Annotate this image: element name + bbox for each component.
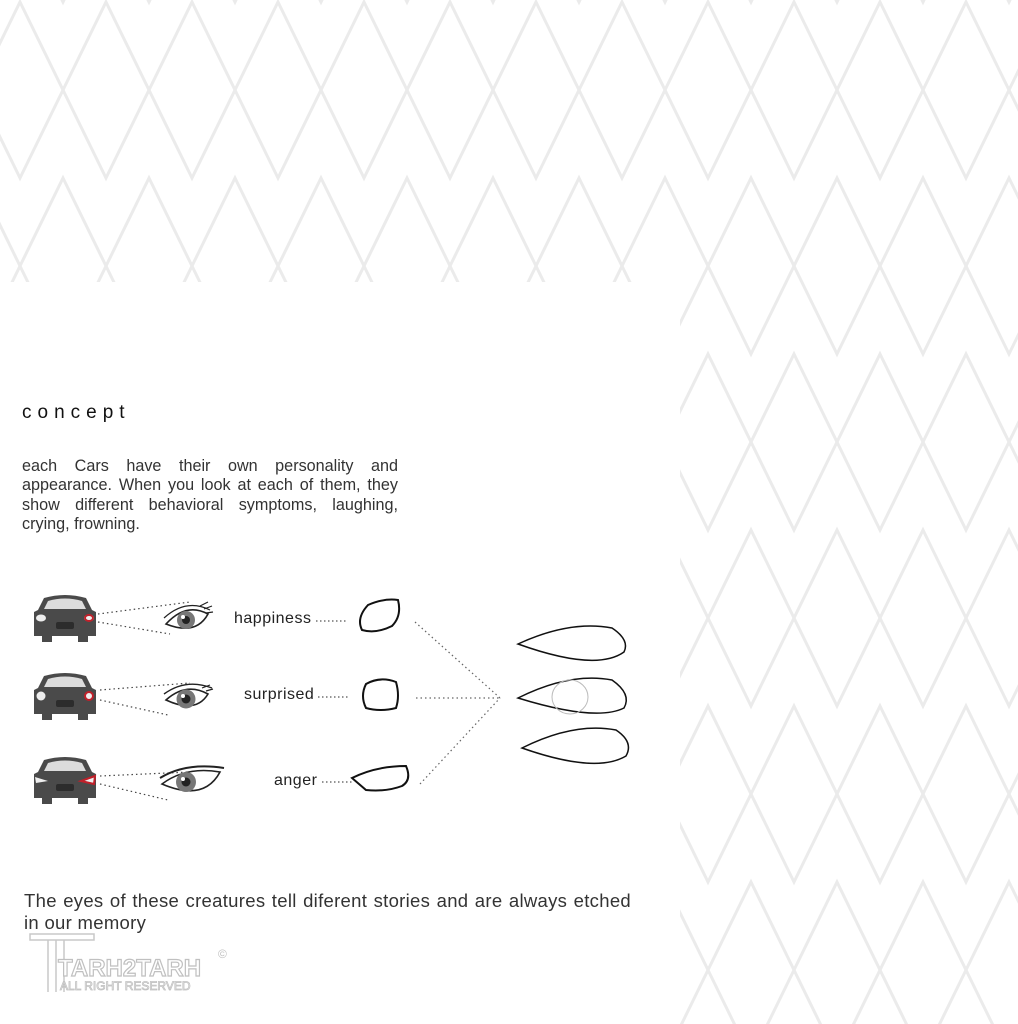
watermark-brand: TARH2TARH: [58, 955, 202, 982]
happiness-eye-shape: [360, 600, 399, 632]
watermark-copyright: ©: [218, 947, 227, 961]
emotion-label-happiness: happiness: [234, 610, 312, 627]
watermark-rights: ALL RIGHT RESERVED: [60, 979, 191, 993]
label-leaders: [316, 621, 352, 782]
eye-icon: [160, 766, 224, 792]
car-front-icon: [34, 595, 96, 642]
eye-emotion-diagram: [0, 580, 680, 830]
surprised-eye-shape: [363, 679, 398, 710]
emotion-label-anger: anger: [274, 772, 318, 789]
concept-intro-text: each Cars have their own personality and appearance. When you look at each of them, they show different behavioral symptoms, laughing, crying, frowning.: [22, 457, 398, 534]
tarh2tarh-watermark-logo: [28, 930, 238, 1000]
concept-heading: concept: [22, 402, 131, 423]
anger-eye-shape: [352, 766, 408, 791]
emotion-label-surprised: surprised: [244, 686, 315, 703]
eye-icon: [164, 684, 213, 708]
footer-caption: The eyes of these creatures tell diferent stories and are always etched in our memory: [24, 890, 631, 933]
final-lamp-shapes: [518, 626, 628, 763]
car-front-icon: [34, 673, 96, 720]
converging-lines: [415, 622, 500, 784]
car-front-icon: [34, 757, 96, 804]
eye-icon: [164, 602, 213, 629]
